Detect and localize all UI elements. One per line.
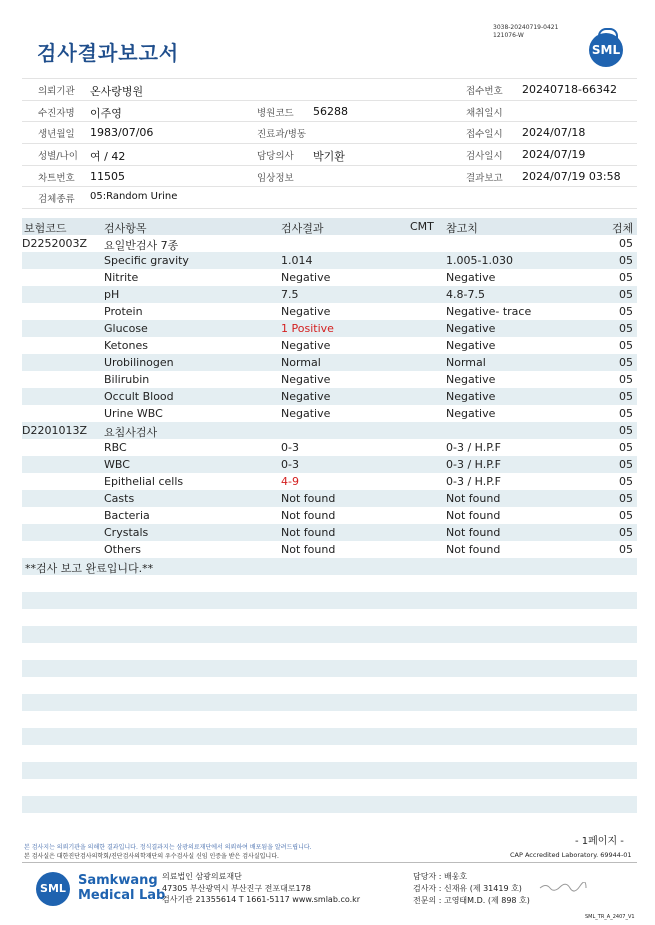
hospital-code-label: 병원코드 [257,107,294,119]
table-row [22,507,637,524]
row-result: Not found [281,526,336,539]
name-value: 이주영 [90,106,122,120]
brand-line1: Samkwang [78,873,158,888]
blank-row [22,813,637,830]
name-label: 수진자명 [38,107,75,119]
row-specimen: 05 [619,492,633,505]
table-row [22,252,637,269]
hospital-code-value: 56288 [313,104,348,118]
header-code: 보험코드 [24,222,67,235]
row-item: RBC [104,441,127,454]
row-ref: Negative [446,339,496,352]
brand-name [78,873,165,903]
row-item: Ketones [104,339,148,352]
row-item: Crystals [104,526,149,539]
clinical-label: 임상정보 [257,172,294,184]
blank-row [22,575,637,592]
row-result: Negative [281,373,331,386]
row-item: Epithelial cells [104,475,184,488]
row-specimen: 05 [619,475,633,488]
row-ref: 0-3 / H.P.F [446,475,501,488]
row-result: 0-3 [281,441,299,454]
row-ref: Not found [446,509,501,522]
receipt-date-label: 접수일시 [466,129,503,141]
row-result: Negative [281,407,331,420]
blank-row [22,711,637,728]
staff-line1: 담당자 : 배웅호 [413,872,468,881]
org-line3: 검사기관 21355614 T 1661-5117 www.smlab.co.kr [162,895,361,904]
row-specimen: 05 [619,373,633,386]
header-cmt: CMT [410,220,434,233]
row-ref: Negative [446,407,496,420]
table-row [22,286,637,303]
institution-value: 온사랑병원 [90,85,144,98]
receipt-no-value: 20240718-66342 [522,83,617,96]
sml-logo: SML [589,33,623,67]
test-date-label: 검사일시 [466,151,503,163]
report-complete-note: **검사 보고 완료입니다.** [25,562,154,575]
row-ref: 0-3 / H.P.F [446,458,501,471]
table-row [22,371,637,388]
blank-row [22,779,637,796]
document-id [493,24,558,40]
row-specimen: 05 [619,271,633,284]
collect-time-label: 채취일시 [466,107,503,119]
row-specimen: 05 [619,339,633,352]
table-row [22,354,637,371]
table-row [22,473,637,490]
row-specimen: 05 [619,424,633,437]
blank-row [22,643,637,660]
blank-row [22,796,637,813]
row-specimen: 05 [619,390,633,403]
row-ref: Negative [446,390,496,403]
blank-row [22,677,637,694]
staff-info [413,871,530,907]
header-specimen: 검체 [612,222,634,235]
row-specimen: 05 [619,543,633,556]
dept-label: 진료과/병동 [257,129,307,141]
row-item: Occult Blood [104,390,174,403]
organization-info [162,871,360,906]
row-result: 0-3 [281,458,299,471]
sml-footer-logo: SML [36,872,70,906]
row-item: Nitrite [104,271,139,284]
row-code: D2201013Z [22,424,87,437]
row-item: Protein [104,305,143,318]
blank-row [22,745,637,762]
header-result: 검사결과 [281,222,324,235]
row-result: Negative [281,305,331,318]
table-row [22,235,637,252]
blank-row [22,592,637,609]
row-item: 요일반검사 7종 [104,239,179,252]
results-table [22,218,637,830]
blank-row [22,626,637,643]
receipt-no-label: 접수번호 [466,86,503,97]
table-row [22,320,637,337]
specimen-label: 검체종류 [38,194,75,206]
form-version: SML_TR_A_2407_V1 [585,914,635,920]
org-line1: 의료법인 삼광의료재단 [162,872,242,881]
row-item: Urine WBC [104,407,163,420]
table-row [22,422,637,439]
row-specimen: 05 [619,288,633,301]
info-row [22,122,637,144]
sex-age-label: 성별/나이 [38,151,78,163]
sex-age-value: 여 / 42 [90,150,126,164]
test-date-value: 2024/07/19 [522,148,586,162]
info-row [22,166,637,188]
blank-row [22,660,637,677]
footer-divider [22,862,637,863]
chart-no-label: 차트번호 [38,172,75,184]
chart-no-value: 11505 [90,169,125,183]
row-ref: Not found [446,543,501,556]
row-specimen: 05 [619,458,633,471]
header-item: 검사항목 [104,222,147,235]
patient-info [22,78,637,209]
org-line2: 47305 부산광역시 부산진구 전포대로178 [162,883,311,893]
dob-label: 생년월일 [38,129,75,141]
row-result: Negative [281,339,331,352]
row-specimen: 05 [619,509,633,522]
row-result: Normal [281,356,321,369]
row-ref: Negative- trace [446,305,532,318]
cap-accreditation: CAP Accredited Laboratory. 69944-01 [510,851,632,859]
row-specimen: 05 [619,356,633,369]
info-row [22,187,637,209]
report-date-label: 결과보고 [466,172,503,184]
row-specimen: 05 [619,237,633,250]
row-specimen: 05 [619,407,633,420]
row-code: D2252003Z [22,237,87,250]
report-date-value: 2024/07/19 03:58 [522,169,621,183]
table-row [22,439,637,456]
row-result: 1 Positive [281,322,334,335]
row-result: 4-9 [281,475,299,488]
table-row [22,524,637,541]
receipt-date-value: 2024/07/18 [522,126,586,140]
row-item: Bacteria [104,509,150,522]
document-id-line1: 3038-20240719-0421 [493,24,559,31]
row-ref: 1.005-1.030 [446,254,513,267]
row-result: 1.014 [281,254,313,267]
blank-row [22,694,637,711]
brand-line2: Medical Lab [78,888,166,903]
row-result: Not found [281,509,336,522]
row-specimen: 05 [619,526,633,539]
row-ref: Not found [446,492,501,505]
blank-row [22,762,637,779]
row-result: Negative [281,271,331,284]
row-item: Urobilinogen [104,356,174,369]
doctor-label: 담당의사 [257,151,294,163]
blank-row [22,728,637,745]
row-item: 요침사검사 [104,426,158,439]
header-ref: 참고치 [446,222,478,235]
report-title: 검사결과보고서 [37,41,180,65]
row-result: Negative [281,390,331,403]
row-item: Specific gravity [104,254,189,267]
page-number: - 1페이지 - [575,836,624,847]
row-ref: 0-3 / H.P.F [446,441,501,454]
table-row [22,456,637,473]
row-ref: 4.8-7.5 [446,288,485,301]
row-ref: Negative [446,373,496,386]
row-item: Glucose [104,322,148,335]
row-specimen: 05 [619,254,633,267]
row-result: Not found [281,543,336,556]
specimen-value: 05:Random Urine [90,191,178,203]
blank-row [22,609,637,626]
row-item: WBC [104,458,130,471]
row-specimen: 05 [619,305,633,318]
notice-2: 본 검사실은 대한진단검사의학회/진단검사의학재단의 우수검사실 신임 인증을 받은 검사실입니다. [24,853,279,860]
table-row [22,405,637,422]
doctor-value: 박기환 [313,150,345,164]
staff-line2: 검사자 : 신재유 (제 31419 호) [413,884,522,893]
table-header [22,218,637,235]
row-specimen: 05 [619,322,633,335]
info-row [22,78,637,101]
institution-label: 의뢰기관 [38,86,75,97]
row-result: Not found [281,492,336,505]
row-item: Others [104,543,141,556]
table-row [22,388,637,405]
notice-1: 본 검사지는 의뢰기관을 의해한 결과입니다. 정식결과지는 삼광의료재단에서 의뢰하여 배포됨을 알려드립니다. [24,844,312,851]
row-ref: Normal [446,356,486,369]
report-complete-row [22,558,637,575]
table-row [22,337,637,354]
blank-rows [22,575,637,830]
table-row [22,541,637,558]
staff-line3: 전문의 : 고영태M.D. (제 898 호) [413,896,530,905]
info-row [22,101,637,123]
table-row [22,269,637,286]
row-ref: Negative [446,271,496,284]
row-item: Bilirubin [104,373,150,386]
row-specimen: 05 [619,441,633,454]
document-id-line2: 121076-W [493,32,524,39]
row-item: pH [104,288,120,301]
signature-image [538,882,588,892]
row-result: 7.5 [281,288,299,301]
row-ref: Negative [446,322,496,335]
table-body [22,235,637,558]
dob-value: 1983/07/06 [90,126,154,140]
row-item: Casts [104,492,135,505]
table-row [22,303,637,320]
row-ref: Not found [446,526,501,539]
info-row [22,144,637,166]
table-row [22,490,637,507]
